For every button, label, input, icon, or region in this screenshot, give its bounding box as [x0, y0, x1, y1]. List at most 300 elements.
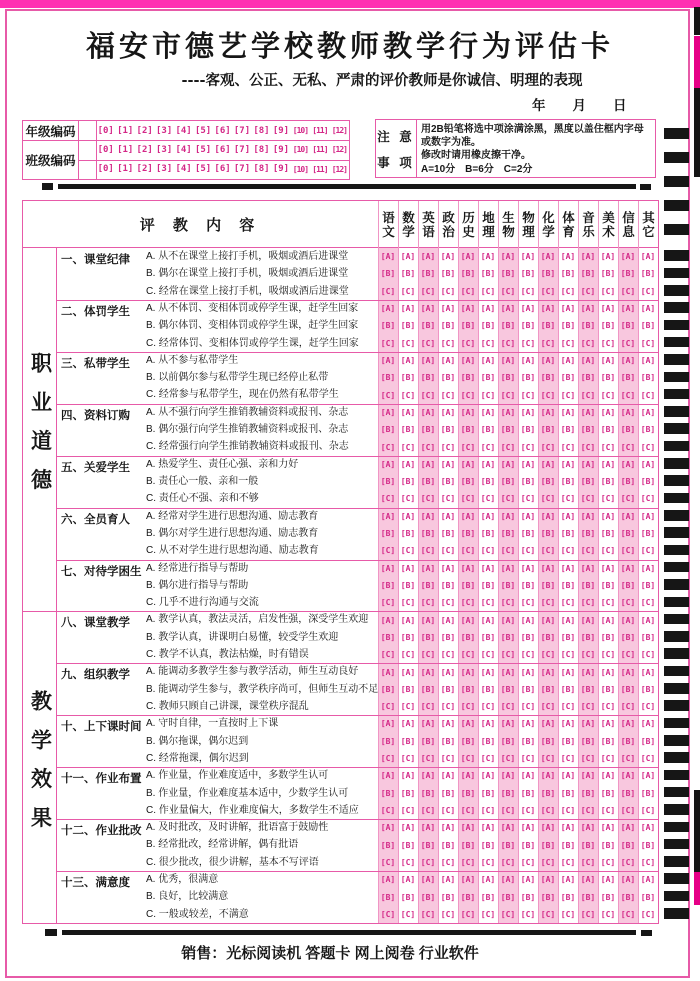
bubble-数学-C[interactable]: [C]: [400, 286, 416, 296]
bubble-英语-B[interactable]: [B]: [420, 892, 436, 902]
bubble-数学-A[interactable]: [A]: [400, 823, 416, 833]
bubble-英语-C[interactable]: [C]: [420, 286, 436, 296]
bubble-生物-B[interactable]: [B]: [500, 736, 516, 746]
bubble-物理-C[interactable]: [C]: [520, 857, 536, 867]
bubble-地理-A[interactable]: [A]: [480, 667, 496, 677]
bubble-生物-B[interactable]: [B]: [500, 425, 516, 435]
bubble-数学-A[interactable]: [A]: [400, 667, 416, 677]
digit-bubble-11[interactable]: [11]: [312, 164, 328, 174]
bubble-历史-C[interactable]: [C]: [460, 286, 476, 296]
bubble-英语-B[interactable]: [B]: [420, 321, 436, 331]
bubble-化学-C[interactable]: [C]: [540, 598, 556, 608]
bubble-信息-C[interactable]: [C]: [620, 546, 636, 556]
bubble-语文-B[interactable]: [B]: [380, 580, 396, 590]
bubble-体育-A[interactable]: [A]: [560, 615, 576, 625]
digit-bubble-6[interactable]: [6]: [214, 144, 231, 155]
bubble-物理-A[interactable]: [A]: [520, 459, 536, 469]
bubble-信息-C[interactable]: [C]: [620, 390, 636, 400]
digit-bubble-4[interactable]: [4]: [175, 144, 192, 155]
bubble-音乐-B[interactable]: [B]: [580, 840, 596, 850]
bubble-数学-C[interactable]: [C]: [400, 598, 416, 608]
bubble-美术-B[interactable]: [B]: [600, 580, 616, 590]
bubble-音乐-C[interactable]: [C]: [580, 754, 596, 764]
bubble-体育-B[interactable]: [B]: [560, 580, 576, 590]
bubble-化学-C[interactable]: [C]: [540, 390, 556, 400]
bubble-体育-A[interactable]: [A]: [560, 667, 576, 677]
bubble-地理-C[interactable]: [C]: [480, 338, 496, 348]
bubble-地理-B[interactable]: [B]: [480, 373, 496, 383]
bubble-其它-B[interactable]: [B]: [640, 632, 656, 642]
bubble-化学-B[interactable]: [B]: [540, 373, 556, 383]
bubble-音乐-C[interactable]: [C]: [580, 650, 596, 660]
bubble-历史-B[interactable]: [B]: [460, 892, 476, 902]
bubble-美术-B[interactable]: [B]: [600, 892, 616, 902]
bubble-化学-B[interactable]: [B]: [540, 840, 556, 850]
bubble-体育-A[interactable]: [A]: [560, 252, 576, 262]
bubble-化学-C[interactable]: [C]: [540, 442, 556, 452]
bubble-政治-A[interactable]: [A]: [440, 771, 456, 781]
digit-bubble-1[interactable]: [1]: [117, 144, 134, 155]
bubble-体育-C[interactable]: [C]: [560, 857, 576, 867]
bubble-历史-A[interactable]: [A]: [460, 459, 476, 469]
digit-bubble-1[interactable]: [1]: [117, 125, 134, 136]
bubble-化学-C[interactable]: [C]: [540, 805, 556, 815]
bubble-政治-A[interactable]: [A]: [440, 407, 456, 417]
bubble-其它-C[interactable]: [C]: [640, 546, 656, 556]
bubble-其它-B[interactable]: [B]: [640, 840, 656, 850]
bubble-音乐-B[interactable]: [B]: [580, 425, 596, 435]
bubble-物理-A[interactable]: [A]: [520, 719, 536, 729]
bubble-美术-C[interactable]: [C]: [600, 546, 616, 556]
bubble-体育-A[interactable]: [A]: [560, 407, 576, 417]
bubble-历史-A[interactable]: [A]: [460, 407, 476, 417]
digit-bubble-0[interactable]: [0]: [97, 125, 114, 136]
bubble-生物-A[interactable]: [A]: [500, 511, 516, 521]
bubble-历史-C[interactable]: [C]: [460, 442, 476, 452]
bubble-地理-A[interactable]: [A]: [480, 771, 496, 781]
bubble-地理-A[interactable]: [A]: [480, 615, 496, 625]
bubble-化学-A[interactable]: [A]: [540, 615, 556, 625]
digit-bubble-2[interactable]: [2]: [136, 125, 153, 136]
bubble-体育-B[interactable]: [B]: [560, 632, 576, 642]
bubble-政治-C[interactable]: [C]: [440, 598, 456, 608]
bubble-生物-C[interactable]: [C]: [500, 442, 516, 452]
bubble-数学-C[interactable]: [C]: [400, 494, 416, 504]
bubble-生物-A[interactable]: [A]: [500, 563, 516, 573]
bubble-历史-C[interactable]: [C]: [460, 754, 476, 764]
bubble-化学-A[interactable]: [A]: [540, 459, 556, 469]
digit-bubble-4[interactable]: [4]: [175, 164, 192, 175]
bubble-地理-B[interactable]: [B]: [480, 892, 496, 902]
bubble-语文-B[interactable]: [B]: [380, 684, 396, 694]
bubble-英语-B[interactable]: [B]: [420, 840, 436, 850]
bubble-政治-A[interactable]: [A]: [440, 719, 456, 729]
bubble-政治-A[interactable]: [A]: [440, 304, 456, 314]
bubble-音乐-B[interactable]: [B]: [580, 529, 596, 539]
bubble-信息-A[interactable]: [A]: [620, 252, 636, 262]
bubble-音乐-A[interactable]: [A]: [580, 511, 596, 521]
bubble-生物-A[interactable]: [A]: [500, 252, 516, 262]
bubble-其它-C[interactable]: [C]: [640, 909, 656, 919]
bubble-物理-B[interactable]: [B]: [520, 788, 536, 798]
bubble-信息-B[interactable]: [B]: [620, 892, 636, 902]
bubble-英语-C[interactable]: [C]: [420, 909, 436, 919]
digit-bubble-0[interactable]: [0]: [97, 164, 114, 175]
bubble-英语-A[interactable]: [A]: [420, 771, 436, 781]
bubble-美术-A[interactable]: [A]: [600, 615, 616, 625]
bubble-生物-B[interactable]: [B]: [500, 632, 516, 642]
bubble-英语-B[interactable]: [B]: [420, 425, 436, 435]
bubble-信息-A[interactable]: [A]: [620, 407, 636, 417]
bubble-历史-B[interactable]: [B]: [460, 736, 476, 746]
bubble-信息-A[interactable]: [A]: [620, 719, 636, 729]
bubble-历史-C[interactable]: [C]: [460, 702, 476, 712]
bubble-体育-B[interactable]: [B]: [560, 269, 576, 279]
bubble-政治-C[interactable]: [C]: [440, 909, 456, 919]
bubble-音乐-C[interactable]: [C]: [580, 442, 596, 452]
bubble-生物-A[interactable]: [A]: [500, 355, 516, 365]
bubble-体育-C[interactable]: [C]: [560, 805, 576, 815]
bubble-地理-C[interactable]: [C]: [480, 390, 496, 400]
bubble-语文-C[interactable]: [C]: [380, 442, 396, 452]
bubble-化学-B[interactable]: [B]: [540, 788, 556, 798]
bubble-音乐-A[interactable]: [A]: [580, 407, 596, 417]
bubble-地理-C[interactable]: [C]: [480, 598, 496, 608]
bubble-历史-A[interactable]: [A]: [460, 511, 476, 521]
bubble-物理-A[interactable]: [A]: [520, 407, 536, 417]
bubble-英语-A[interactable]: [A]: [420, 563, 436, 573]
bubble-化学-B[interactable]: [B]: [540, 580, 556, 590]
bubble-生物-C[interactable]: [C]: [500, 286, 516, 296]
bubble-历史-C[interactable]: [C]: [460, 494, 476, 504]
bubble-历史-A[interactable]: [A]: [460, 252, 476, 262]
bubble-美术-C[interactable]: [C]: [600, 909, 616, 919]
bubble-政治-C[interactable]: [C]: [440, 702, 456, 712]
bubble-政治-B[interactable]: [B]: [440, 684, 456, 694]
bubble-生物-B[interactable]: [B]: [500, 269, 516, 279]
digit-bubble-12[interactable]: [12]: [331, 145, 347, 155]
bubble-物理-A[interactable]: [A]: [520, 511, 536, 521]
digit-bubble-2[interactable]: [2]: [136, 164, 153, 175]
bubble-信息-B[interactable]: [B]: [620, 580, 636, 590]
bubble-音乐-B[interactable]: [B]: [580, 269, 596, 279]
bubble-地理-C[interactable]: [C]: [480, 909, 496, 919]
bubble-音乐-A[interactable]: [A]: [580, 771, 596, 781]
bubble-数学-B[interactable]: [B]: [400, 373, 416, 383]
bubble-生物-B[interactable]: [B]: [500, 788, 516, 798]
bubble-信息-A[interactable]: [A]: [620, 511, 636, 521]
bubble-生物-C[interactable]: [C]: [500, 598, 516, 608]
bubble-英语-A[interactable]: [A]: [420, 407, 436, 417]
bubble-化学-B[interactable]: [B]: [540, 529, 556, 539]
bubble-物理-A[interactable]: [A]: [520, 823, 536, 833]
digit-bubble-7[interactable]: [7]: [233, 125, 251, 136]
bubble-历史-C[interactable]: [C]: [460, 390, 476, 400]
bubble-信息-A[interactable]: [A]: [620, 771, 636, 781]
bubble-体育-B[interactable]: [B]: [560, 788, 576, 798]
bubble-体育-A[interactable]: [A]: [560, 459, 576, 469]
bubble-历史-A[interactable]: [A]: [460, 667, 476, 677]
bubble-生物-A[interactable]: [A]: [500, 304, 516, 314]
bubble-语文-A[interactable]: [A]: [380, 875, 396, 885]
bubble-语文-A[interactable]: [A]: [380, 355, 396, 365]
bubble-政治-B[interactable]: [B]: [440, 788, 456, 798]
bubble-其它-A[interactable]: [A]: [640, 252, 656, 262]
bubble-语文-C[interactable]: [C]: [380, 909, 396, 919]
bubble-数学-C[interactable]: [C]: [400, 390, 416, 400]
bubble-数学-A[interactable]: [A]: [400, 615, 416, 625]
bubble-其它-B[interactable]: [B]: [640, 892, 656, 902]
bubble-历史-C[interactable]: [C]: [460, 598, 476, 608]
bubble-音乐-B[interactable]: [B]: [580, 684, 596, 694]
bubble-英语-A[interactable]: [A]: [420, 667, 436, 677]
bubble-美术-B[interactable]: [B]: [600, 269, 616, 279]
bubble-化学-B[interactable]: [B]: [540, 632, 556, 642]
bubble-音乐-B[interactable]: [B]: [580, 788, 596, 798]
bubble-数学-B[interactable]: [B]: [400, 529, 416, 539]
bubble-信息-C[interactable]: [C]: [620, 494, 636, 504]
digit-bubble-5[interactable]: [5]: [194, 144, 212, 155]
bubble-地理-B[interactable]: [B]: [480, 425, 496, 435]
bubble-政治-B[interactable]: [B]: [440, 736, 456, 746]
bubble-化学-B[interactable]: [B]: [540, 477, 556, 487]
bubble-历史-B[interactable]: [B]: [460, 425, 476, 435]
digit-bubble-8[interactable]: [8]: [253, 144, 270, 155]
bubble-其它-A[interactable]: [A]: [640, 875, 656, 885]
bubble-英语-C[interactable]: [C]: [420, 702, 436, 712]
bubble-政治-A[interactable]: [A]: [440, 252, 456, 262]
bubble-其它-C[interactable]: [C]: [640, 598, 656, 608]
bubble-语文-A[interactable]: [A]: [380, 407, 396, 417]
bubble-生物-B[interactable]: [B]: [500, 529, 516, 539]
digit-bubble-7[interactable]: [7]: [233, 164, 251, 175]
bubble-历史-B[interactable]: [B]: [460, 321, 476, 331]
bubble-其它-C[interactable]: [C]: [640, 650, 656, 660]
bubble-数学-C[interactable]: [C]: [400, 857, 416, 867]
bubble-地理-C[interactable]: [C]: [480, 650, 496, 660]
digit-bubble-5[interactable]: [5]: [194, 164, 212, 175]
bubble-地理-C[interactable]: [C]: [480, 805, 496, 815]
bubble-历史-C[interactable]: [C]: [460, 857, 476, 867]
bubble-化学-A[interactable]: [A]: [540, 355, 556, 365]
bubble-数学-B[interactable]: [B]: [400, 477, 416, 487]
bubble-其它-B[interactable]: [B]: [640, 788, 656, 798]
bubble-语文-B[interactable]: [B]: [380, 892, 396, 902]
bubble-美术-A[interactable]: [A]: [600, 459, 616, 469]
bubble-其它-C[interactable]: [C]: [640, 338, 656, 348]
bubble-数学-A[interactable]: [A]: [400, 511, 416, 521]
bubble-化学-A[interactable]: [A]: [540, 407, 556, 417]
bubble-英语-A[interactable]: [A]: [420, 355, 436, 365]
digit-bubble-8[interactable]: [8]: [253, 164, 270, 175]
bubble-地理-B[interactable]: [B]: [480, 632, 496, 642]
bubble-音乐-A[interactable]: [A]: [580, 875, 596, 885]
bubble-化学-C[interactable]: [C]: [540, 754, 556, 764]
bubble-信息-B[interactable]: [B]: [620, 684, 636, 694]
bubble-英语-C[interactable]: [C]: [420, 754, 436, 764]
bubble-生物-C[interactable]: [C]: [500, 909, 516, 919]
bubble-化学-A[interactable]: [A]: [540, 771, 556, 781]
digit-bubble-1[interactable]: [1]: [117, 164, 134, 175]
bubble-化学-C[interactable]: [C]: [540, 909, 556, 919]
bubble-政治-B[interactable]: [B]: [440, 892, 456, 902]
bubble-信息-A[interactable]: [A]: [620, 875, 636, 885]
bubble-地理-A[interactable]: [A]: [480, 719, 496, 729]
bubble-生物-A[interactable]: [A]: [500, 459, 516, 469]
bubble-生物-B[interactable]: [B]: [500, 373, 516, 383]
bubble-物理-B[interactable]: [B]: [520, 580, 536, 590]
bubble-地理-B[interactable]: [B]: [480, 477, 496, 487]
bubble-历史-A[interactable]: [A]: [460, 304, 476, 314]
bubble-政治-B[interactable]: [B]: [440, 425, 456, 435]
bubble-生物-B[interactable]: [B]: [500, 477, 516, 487]
bubble-数学-B[interactable]: [B]: [400, 580, 416, 590]
bubble-物理-C[interactable]: [C]: [520, 650, 536, 660]
bubble-物理-B[interactable]: [B]: [520, 269, 536, 279]
bubble-物理-C[interactable]: [C]: [520, 909, 536, 919]
bubble-音乐-B[interactable]: [B]: [580, 477, 596, 487]
bubble-地理-A[interactable]: [A]: [480, 459, 496, 469]
bubble-化学-A[interactable]: [A]: [540, 252, 556, 262]
bubble-化学-A[interactable]: [A]: [540, 304, 556, 314]
bubble-地理-C[interactable]: [C]: [480, 702, 496, 712]
bubble-生物-C[interactable]: [C]: [500, 494, 516, 504]
bubble-物理-A[interactable]: [A]: [520, 304, 536, 314]
bubble-体育-C[interactable]: [C]: [560, 494, 576, 504]
bubble-英语-A[interactable]: [A]: [420, 615, 436, 625]
bubble-音乐-A[interactable]: [A]: [580, 719, 596, 729]
bubble-信息-B[interactable]: [B]: [620, 477, 636, 487]
bubble-语文-C[interactable]: [C]: [380, 286, 396, 296]
bubble-其它-A[interactable]: [A]: [640, 304, 656, 314]
bubble-生物-C[interactable]: [C]: [500, 546, 516, 556]
bubble-政治-A[interactable]: [A]: [440, 563, 456, 573]
bubble-其它-C[interactable]: [C]: [640, 702, 656, 712]
bubble-语文-C[interactable]: [C]: [380, 857, 396, 867]
bubble-美术-A[interactable]: [A]: [600, 252, 616, 262]
bubble-政治-A[interactable]: [A]: [440, 511, 456, 521]
bubble-数学-A[interactable]: [A]: [400, 771, 416, 781]
bubble-体育-C[interactable]: [C]: [560, 546, 576, 556]
bubble-美术-B[interactable]: [B]: [600, 684, 616, 694]
bubble-化学-A[interactable]: [A]: [540, 667, 556, 677]
bubble-信息-C[interactable]: [C]: [620, 702, 636, 712]
digit-bubble-7[interactable]: [7]: [233, 144, 251, 155]
bubble-其它-B[interactable]: [B]: [640, 373, 656, 383]
bubble-英语-B[interactable]: [B]: [420, 477, 436, 487]
bubble-生物-C[interactable]: [C]: [500, 650, 516, 660]
bubble-语文-A[interactable]: [A]: [380, 459, 396, 469]
bubble-语文-B[interactable]: [B]: [380, 477, 396, 487]
bubble-生物-C[interactable]: [C]: [500, 702, 516, 712]
bubble-其它-B[interactable]: [B]: [640, 529, 656, 539]
bubble-英语-B[interactable]: [B]: [420, 580, 436, 590]
bubble-美术-A[interactable]: [A]: [600, 407, 616, 417]
bubble-地理-A[interactable]: [A]: [480, 511, 496, 521]
bubble-物理-B[interactable]: [B]: [520, 529, 536, 539]
bubble-信息-B[interactable]: [B]: [620, 529, 636, 539]
bubble-政治-B[interactable]: [B]: [440, 529, 456, 539]
bubble-体育-C[interactable]: [C]: [560, 754, 576, 764]
bubble-政治-C[interactable]: [C]: [440, 546, 456, 556]
bubble-政治-C[interactable]: [C]: [440, 442, 456, 452]
bubble-美术-A[interactable]: [A]: [600, 719, 616, 729]
bubble-语文-A[interactable]: [A]: [380, 719, 396, 729]
bubble-音乐-A[interactable]: [A]: [580, 304, 596, 314]
bubble-语文-A[interactable]: [A]: [380, 667, 396, 677]
bubble-物理-C[interactable]: [C]: [520, 286, 536, 296]
bubble-其它-A[interactable]: [A]: [640, 719, 656, 729]
bubble-美术-C[interactable]: [C]: [600, 442, 616, 452]
bubble-美术-C[interactable]: [C]: [600, 702, 616, 712]
bubble-政治-B[interactable]: [B]: [440, 840, 456, 850]
bubble-数学-B[interactable]: [B]: [400, 632, 416, 642]
bubble-地理-B[interactable]: [B]: [480, 580, 496, 590]
bubble-音乐-A[interactable]: [A]: [580, 563, 596, 573]
bubble-政治-C[interactable]: [C]: [440, 286, 456, 296]
bubble-英语-B[interactable]: [B]: [420, 373, 436, 383]
bubble-生物-A[interactable]: [A]: [500, 407, 516, 417]
bubble-其它-A[interactable]: [A]: [640, 511, 656, 521]
bubble-英语-B[interactable]: [B]: [420, 529, 436, 539]
bubble-信息-A[interactable]: [A]: [620, 459, 636, 469]
bubble-美术-A[interactable]: [A]: [600, 511, 616, 521]
bubble-体育-C[interactable]: [C]: [560, 702, 576, 712]
bubble-其它-C[interactable]: [C]: [640, 754, 656, 764]
bubble-美术-C[interactable]: [C]: [600, 494, 616, 504]
bubble-美术-B[interactable]: [B]: [600, 477, 616, 487]
bubble-物理-C[interactable]: [C]: [520, 442, 536, 452]
digit-bubble-0[interactable]: [0]: [97, 144, 114, 155]
bubble-其它-C[interactable]: [C]: [640, 390, 656, 400]
bubble-美术-B[interactable]: [B]: [600, 373, 616, 383]
bubble-美术-C[interactable]: [C]: [600, 805, 616, 815]
bubble-体育-C[interactable]: [C]: [560, 598, 576, 608]
bubble-音乐-C[interactable]: [C]: [580, 390, 596, 400]
digit-bubble-9[interactable]: [9]: [272, 144, 290, 155]
bubble-体育-B[interactable]: [B]: [560, 477, 576, 487]
bubble-信息-B[interactable]: [B]: [620, 632, 636, 642]
bubble-音乐-C[interactable]: [C]: [580, 805, 596, 815]
bubble-物理-A[interactable]: [A]: [520, 615, 536, 625]
bubble-其它-B[interactable]: [B]: [640, 477, 656, 487]
bubble-信息-C[interactable]: [C]: [620, 338, 636, 348]
bubble-生物-C[interactable]: [C]: [500, 857, 516, 867]
bubble-政治-A[interactable]: [A]: [440, 875, 456, 885]
bubble-体育-B[interactable]: [B]: [560, 321, 576, 331]
bubble-数学-C[interactable]: [C]: [400, 650, 416, 660]
bubble-生物-B[interactable]: [B]: [500, 684, 516, 694]
bubble-体育-A[interactable]: [A]: [560, 875, 576, 885]
bubble-语文-B[interactable]: [B]: [380, 373, 396, 383]
bubble-物理-A[interactable]: [A]: [520, 355, 536, 365]
bubble-音乐-C[interactable]: [C]: [580, 494, 596, 504]
bubble-英语-B[interactable]: [B]: [420, 684, 436, 694]
bubble-历史-A[interactable]: [A]: [460, 875, 476, 885]
digit-bubble-4[interactable]: [4]: [175, 125, 192, 136]
bubble-生物-B[interactable]: [B]: [500, 580, 516, 590]
bubble-信息-A[interactable]: [A]: [620, 304, 636, 314]
bubble-地理-A[interactable]: [A]: [480, 355, 496, 365]
bubble-信息-B[interactable]: [B]: [620, 425, 636, 435]
bubble-其它-A[interactable]: [A]: [640, 355, 656, 365]
bubble-语文-C[interactable]: [C]: [380, 546, 396, 556]
bubble-生物-B[interactable]: [B]: [500, 892, 516, 902]
bubble-音乐-C[interactable]: [C]: [580, 338, 596, 348]
bubble-数学-B[interactable]: [B]: [400, 321, 416, 331]
bubble-语文-C[interactable]: [C]: [380, 494, 396, 504]
bubble-语文-A[interactable]: [A]: [380, 252, 396, 262]
